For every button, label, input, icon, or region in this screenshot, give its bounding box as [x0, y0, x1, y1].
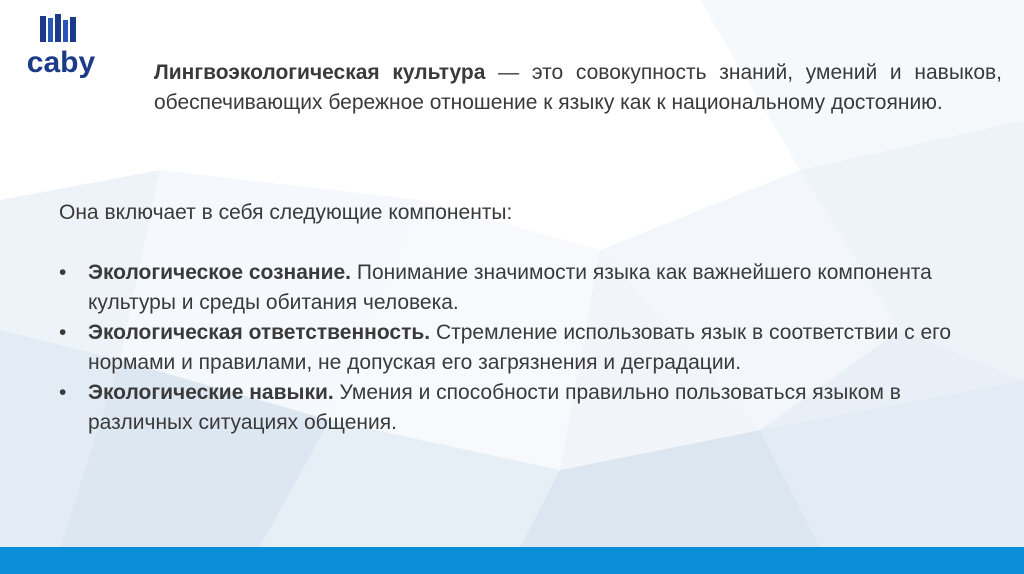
- list-item: [59, 318, 979, 378]
- components-list: [59, 258, 979, 438]
- bullet-icon: •: [59, 381, 67, 404]
- bullet-icon: •: [59, 261, 67, 284]
- definition-text: — это совокупность знаний, умений и навыков, обеспечивающих бережное отношение к языку как к национальному достоянию.: [154, 61, 1003, 114]
- component-term: Экологическая ответственность.: [88, 321, 431, 344]
- caby-logo: [18, 14, 104, 86]
- component-term: Экологическое сознание.: [88, 261, 352, 284]
- bottom-accent-bar: [0, 547, 1024, 574]
- logo-text: caby: [26, 46, 96, 79]
- components-intro: Она включает в себя следующие компоненты:: [59, 201, 513, 224]
- list-item: [59, 378, 979, 438]
- list-item: [59, 258, 979, 318]
- book-stack-icon: [40, 14, 76, 42]
- component-description: Умения и способности правильно пользоваться языком в различных ситуациях общения.: [88, 381, 901, 434]
- component-description: Понимание значимости языка как важнейшего компонента культуры и среды обитания человека.: [88, 261, 932, 314]
- component-term: Экологические навыки.: [88, 381, 334, 404]
- component-description: Стремление использовать язык в соответствии с его нормами и правилами, не допуская его загрязнения и деградации.: [88, 321, 952, 374]
- bullet-icon: •: [59, 321, 67, 344]
- definition-paragraph: [154, 58, 1002, 118]
- definition-term: Лингвоэкологическая культура: [154, 61, 486, 84]
